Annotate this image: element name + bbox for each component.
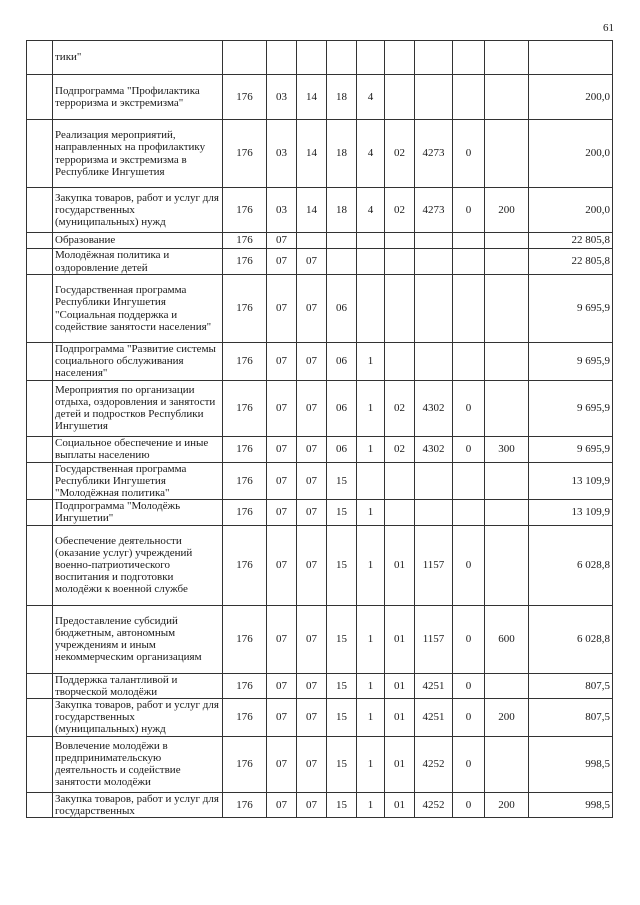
code-ministry: 176 — [223, 736, 267, 792]
row-title: Предоставление субсидий бюджетным, автономным учреждениям и иным некоммерческим организациям — [53, 605, 223, 673]
code-event: 01 — [385, 605, 415, 673]
code-digit — [453, 343, 485, 381]
code-section: 07 — [267, 699, 297, 737]
table-row — [27, 75, 613, 120]
code-program: 15 — [327, 736, 357, 792]
row-amount: 998,5 — [529, 736, 613, 792]
row-amount: 6 028,8 — [529, 605, 613, 673]
code-event — [385, 275, 415, 343]
table-row — [27, 792, 613, 817]
row-blank-cell — [27, 75, 53, 120]
table-row — [27, 699, 613, 737]
code-expense-type — [485, 275, 529, 343]
code-expense-type — [485, 500, 529, 525]
row-title: Обеспечение деятельности (оказание услуг) учреждений военно-патриотического воспитания и подготовки молодёжи к военной службе — [53, 525, 223, 605]
code-direction: 4302 — [415, 380, 453, 436]
code-ministry: 176 — [223, 436, 267, 462]
code-expense-type — [485, 249, 529, 275]
code-ministry: 176 — [223, 188, 267, 233]
code-subsection: 07 — [297, 525, 327, 605]
code-subprogram: 1 — [357, 500, 385, 525]
row-blank-cell — [27, 736, 53, 792]
budget-table — [26, 40, 613, 818]
code-ministry: 176 — [223, 673, 267, 698]
row-amount: 22 805,8 — [529, 233, 613, 249]
row-blank-cell — [27, 249, 53, 275]
code-ministry: 176 — [223, 500, 267, 525]
code-subsection — [297, 41, 327, 75]
row-blank-cell — [27, 188, 53, 233]
code-subprogram: 4 — [357, 75, 385, 120]
code-subprogram: 1 — [357, 525, 385, 605]
code-ministry: 176 — [223, 233, 267, 249]
code-subsection: 07 — [297, 249, 327, 275]
code-section: 07 — [267, 233, 297, 249]
code-event: 01 — [385, 792, 415, 817]
row-blank-cell — [27, 233, 53, 249]
row-title: Подпрограмма "Профилактика терроризма и экстремизма" — [53, 75, 223, 120]
code-section: 07 — [267, 605, 297, 673]
code-event — [385, 462, 415, 500]
code-section: 07 — [267, 736, 297, 792]
table-row — [27, 462, 613, 500]
code-direction — [415, 500, 453, 525]
row-title: Социальное обеспечение и иные выплаты населению — [53, 436, 223, 462]
code-section: 07 — [267, 673, 297, 698]
row-blank-cell — [27, 525, 53, 605]
code-direction: 4251 — [415, 673, 453, 698]
code-program — [327, 233, 357, 249]
code-direction — [415, 41, 453, 75]
code-event — [385, 75, 415, 120]
code-program: 15 — [327, 462, 357, 500]
code-subsection — [297, 233, 327, 249]
code-section: 07 — [267, 525, 297, 605]
code-direction — [415, 343, 453, 381]
row-blank-cell — [27, 436, 53, 462]
row-amount: 9 695,9 — [529, 275, 613, 343]
code-event: 02 — [385, 120, 415, 188]
code-digit: 0 — [453, 736, 485, 792]
code-program: 18 — [327, 188, 357, 233]
code-digit: 0 — [453, 699, 485, 737]
row-title: Мероприятия по организации отдыха, оздоровления и занятости детей и подростков Республики Ингушетия — [53, 380, 223, 436]
row-title: Государственная программа Республики Ингушетия "Молодёжная политика" — [53, 462, 223, 500]
code-digit — [453, 249, 485, 275]
code-expense-type — [485, 380, 529, 436]
code-section: 07 — [267, 343, 297, 381]
row-title: Закупка товаров, работ и услуг для государственных (муниципальных) нужд — [53, 699, 223, 737]
code-subprogram — [357, 249, 385, 275]
row-title: Поддержка талантливой и творческой молодёжи — [53, 673, 223, 698]
code-subsection: 07 — [297, 699, 327, 737]
code-direction: 1157 — [415, 525, 453, 605]
row-blank-cell — [27, 605, 53, 673]
code-section: 07 — [267, 436, 297, 462]
code-ministry: 176 — [223, 380, 267, 436]
page-number: 61 — [603, 22, 614, 34]
code-subprogram: 1 — [357, 380, 385, 436]
code-digit: 0 — [453, 436, 485, 462]
row-amount: 22 805,8 — [529, 249, 613, 275]
code-section: 07 — [267, 792, 297, 817]
code-subsection: 14 — [297, 188, 327, 233]
row-amount: 807,5 — [529, 699, 613, 737]
code-program: 06 — [327, 343, 357, 381]
code-digit — [453, 233, 485, 249]
code-program: 06 — [327, 275, 357, 343]
code-subsection: 07 — [297, 436, 327, 462]
code-event — [385, 41, 415, 75]
table-row — [27, 736, 613, 792]
row-amount — [529, 41, 613, 75]
code-section: 07 — [267, 380, 297, 436]
code-subprogram — [357, 233, 385, 249]
code-digit — [453, 275, 485, 343]
code-subprogram: 1 — [357, 436, 385, 462]
code-subsection: 07 — [297, 500, 327, 525]
code-expense-type — [485, 673, 529, 698]
code-subsection: 07 — [297, 343, 327, 381]
code-event — [385, 249, 415, 275]
code-subprogram: 1 — [357, 699, 385, 737]
code-program — [327, 249, 357, 275]
code-expense-type — [485, 525, 529, 605]
code-digit: 0 — [453, 792, 485, 817]
row-title: Закупка товаров, работ и услуг для государственных (муниципальных) нужд — [53, 188, 223, 233]
row-title: Государственная программа Республики Ингушетия "Социальная поддержка и содействие занятости населения" — [53, 275, 223, 343]
code-expense-type: 300 — [485, 436, 529, 462]
row-amount: 807,5 — [529, 673, 613, 698]
row-title: Закупка товаров, работ и услуг для государственных — [53, 792, 223, 817]
code-event — [385, 233, 415, 249]
code-expense-type: 200 — [485, 792, 529, 817]
row-amount: 6 028,8 — [529, 525, 613, 605]
code-expense-type: 200 — [485, 188, 529, 233]
code-expense-type — [485, 343, 529, 381]
code-expense-type — [485, 75, 529, 120]
code-subprogram: 1 — [357, 673, 385, 698]
code-expense-type — [485, 462, 529, 500]
code-subprogram: 4 — [357, 120, 385, 188]
row-amount: 998,5 — [529, 792, 613, 817]
code-ministry: 176 — [223, 792, 267, 817]
code-ministry: 176 — [223, 275, 267, 343]
table-row — [27, 673, 613, 698]
code-digit: 0 — [453, 120, 485, 188]
code-direction: 4302 — [415, 436, 453, 462]
table-row — [27, 120, 613, 188]
code-program — [327, 41, 357, 75]
code-program: 15 — [327, 673, 357, 698]
code-ministry: 176 — [223, 343, 267, 381]
code-event: 01 — [385, 699, 415, 737]
table-row — [27, 380, 613, 436]
code-event — [385, 500, 415, 525]
code-digit — [453, 75, 485, 120]
code-subsection: 07 — [297, 275, 327, 343]
code-direction: 1157 — [415, 605, 453, 673]
table-row — [27, 233, 613, 249]
code-section: 07 — [267, 462, 297, 500]
code-subprogram: 1 — [357, 736, 385, 792]
table-row — [27, 605, 613, 673]
row-title: Вовлечение молодёжи в предпринимательскую деятельность и содействие занятости молодёжи — [53, 736, 223, 792]
code-program: 18 — [327, 120, 357, 188]
code-subsection: 07 — [297, 605, 327, 673]
table-row — [27, 188, 613, 233]
code-program: 06 — [327, 436, 357, 462]
code-subprogram: 1 — [357, 343, 385, 381]
code-digit: 0 — [453, 380, 485, 436]
code-section: 07 — [267, 249, 297, 275]
code-direction — [415, 75, 453, 120]
row-amount: 200,0 — [529, 188, 613, 233]
code-ministry: 176 — [223, 462, 267, 500]
row-blank-cell — [27, 500, 53, 525]
row-blank-cell — [27, 275, 53, 343]
row-blank-cell — [27, 673, 53, 698]
row-amount: 13 109,9 — [529, 462, 613, 500]
code-digit — [453, 500, 485, 525]
row-blank-cell — [27, 792, 53, 817]
code-program: 15 — [327, 605, 357, 673]
table-row — [27, 436, 613, 462]
code-program: 18 — [327, 75, 357, 120]
code-event: 01 — [385, 736, 415, 792]
code-event: 02 — [385, 436, 415, 462]
code-ministry: 176 — [223, 75, 267, 120]
code-ministry: 176 — [223, 120, 267, 188]
code-section: 07 — [267, 500, 297, 525]
code-direction: 4251 — [415, 699, 453, 737]
row-blank-cell — [27, 120, 53, 188]
table-row — [27, 275, 613, 343]
code-subprogram — [357, 462, 385, 500]
code-digit — [453, 41, 485, 75]
code-ministry — [223, 41, 267, 75]
row-blank-cell — [27, 380, 53, 436]
table-row — [27, 500, 613, 525]
code-subprogram: 1 — [357, 605, 385, 673]
row-blank-cell — [27, 343, 53, 381]
code-program: 15 — [327, 525, 357, 605]
code-direction — [415, 462, 453, 500]
row-amount: 9 695,9 — [529, 436, 613, 462]
code-event: 02 — [385, 188, 415, 233]
code-direction: 4252 — [415, 792, 453, 817]
code-expense-type — [485, 41, 529, 75]
code-direction — [415, 233, 453, 249]
code-subsection: 07 — [297, 673, 327, 698]
code-subsection: 07 — [297, 736, 327, 792]
code-program: 06 — [327, 380, 357, 436]
row-title: Подпрограмма "Молодёжь Ингушетии" — [53, 500, 223, 525]
row-blank-cell — [27, 699, 53, 737]
code-direction: 4252 — [415, 736, 453, 792]
row-amount: 200,0 — [529, 120, 613, 188]
code-subsection: 07 — [297, 380, 327, 436]
code-ministry: 176 — [223, 249, 267, 275]
code-direction — [415, 275, 453, 343]
code-ministry: 176 — [223, 525, 267, 605]
code-ministry: 176 — [223, 699, 267, 737]
code-subprogram: 1 — [357, 792, 385, 817]
table-row — [27, 249, 613, 275]
code-digit: 0 — [453, 188, 485, 233]
code-section: 03 — [267, 188, 297, 233]
row-blank-cell — [27, 41, 53, 75]
code-event: 01 — [385, 525, 415, 605]
code-subprogram — [357, 275, 385, 343]
code-subsection: 14 — [297, 120, 327, 188]
code-subprogram — [357, 41, 385, 75]
code-program: 15 — [327, 792, 357, 817]
row-amount: 13 109,9 — [529, 500, 613, 525]
code-expense-type: 200 — [485, 699, 529, 737]
code-subprogram: 4 — [357, 188, 385, 233]
code-expense-type — [485, 736, 529, 792]
code-ministry: 176 — [223, 605, 267, 673]
code-section — [267, 41, 297, 75]
row-amount: 9 695,9 — [529, 380, 613, 436]
code-event: 01 — [385, 673, 415, 698]
code-section: 07 — [267, 275, 297, 343]
code-direction: 4273 — [415, 188, 453, 233]
row-title: Молодёжная политика и оздоровление детей — [53, 249, 223, 275]
row-title: Реализация мероприятий, направленных на профилактику терроризма и экстремизма в Республике Ингушетия — [53, 120, 223, 188]
code-program: 15 — [327, 500, 357, 525]
code-digit: 0 — [453, 605, 485, 673]
code-subsection: 07 — [297, 792, 327, 817]
code-digit: 0 — [453, 525, 485, 605]
row-title: тики" — [53, 41, 223, 75]
code-direction: 4273 — [415, 120, 453, 188]
code-section: 03 — [267, 75, 297, 120]
code-subsection: 14 — [297, 75, 327, 120]
code-subsection: 07 — [297, 462, 327, 500]
row-amount: 9 695,9 — [529, 343, 613, 381]
row-title: Подпрограмма "Развитие системы социального обслуживания населения" — [53, 343, 223, 381]
row-amount: 200,0 — [529, 75, 613, 120]
code-expense-type — [485, 233, 529, 249]
table-row — [27, 343, 613, 381]
code-event — [385, 343, 415, 381]
table-row — [27, 525, 613, 605]
code-section: 03 — [267, 120, 297, 188]
row-blank-cell — [27, 462, 53, 500]
table-row — [27, 41, 613, 75]
code-digit — [453, 462, 485, 500]
code-expense-type — [485, 120, 529, 188]
code-program: 15 — [327, 699, 357, 737]
code-digit: 0 — [453, 673, 485, 698]
code-expense-type: 600 — [485, 605, 529, 673]
code-event: 02 — [385, 380, 415, 436]
row-title: Образование — [53, 233, 223, 249]
code-direction — [415, 249, 453, 275]
